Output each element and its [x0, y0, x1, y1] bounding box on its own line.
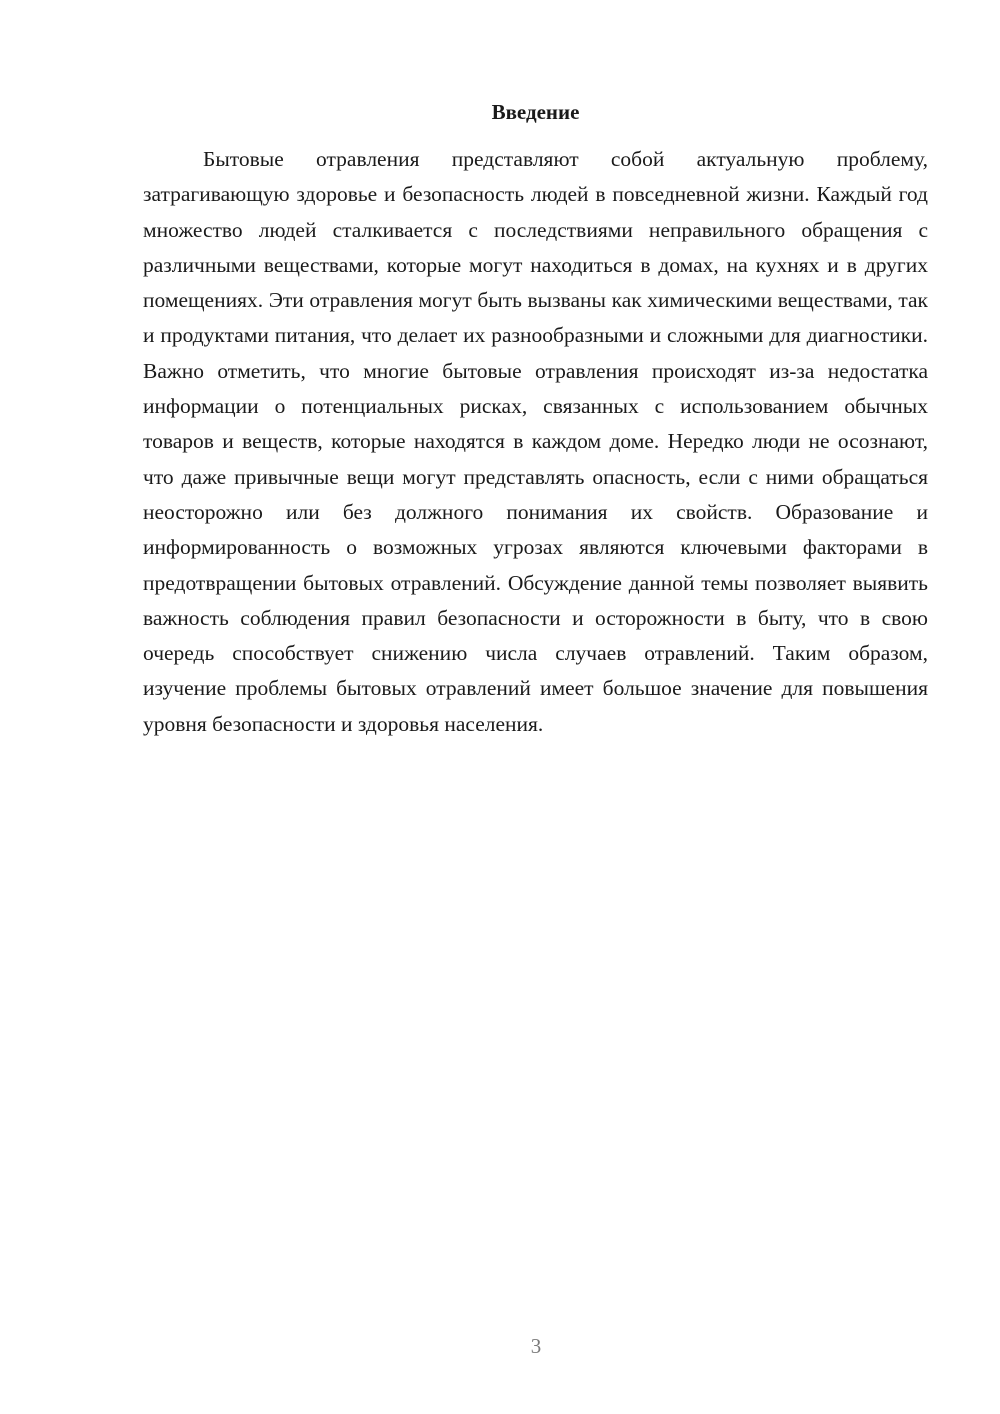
section-heading: Введение: [491, 100, 580, 124]
intro-paragraph: Бытовые отравления представляют собой актуальную проблему, затрагивающую здоровье и безопасность людей в повседневной жизни. Каждый год множество людей сталкивается с последствиями неправильного обращения с различными веществами, которые могут находиться в домах, на кухнях и в других помещениях. Эти отравления могут быть вызваны как химическими веществами, так и продуктами питания, что делает их разнообразными и сложными для диагностики. Важно отметить, что многие бытовые отравления происходят из-за недостатка информации о потенциальных рисках, связанных с использованием обычных товаров и веществ, которые находятся в каждом доме. Нередко люди не осознают, что даже привычные вещи могут представлять опасность, если с ними обращаться неосторожно или без должного понимания их свойств. Образование и информированность о возможных угрозах являются ключевыми факторами в предотвращении бытовых отравлений. Обсуждение данной темы позволяет выявить важность соблюдения правил безопасности и осторожности в быту, что в свою очередь способствует снижению числа случаев отравлений. Таким образом, изучение проблемы бытовых отравлений имеет большое значение для повышения уровня безопасности и здоровья населения.: [143, 147, 928, 736]
page-number: 3: [530, 1334, 542, 1358]
